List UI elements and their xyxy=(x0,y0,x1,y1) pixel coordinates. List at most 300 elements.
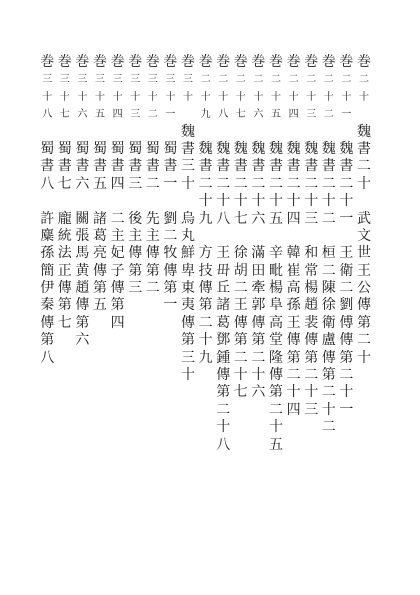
toc-char: 三 xyxy=(130,74,141,86)
toc-char: 五 xyxy=(93,175,107,192)
toc-char: 二 xyxy=(253,74,264,86)
toc-char: 十 xyxy=(321,193,336,210)
toc-char: 十 xyxy=(357,349,371,366)
toc-char: 四 xyxy=(286,210,301,227)
toc-gap xyxy=(214,124,232,141)
toc-char: 蜀 xyxy=(128,140,143,157)
toc-gap xyxy=(38,124,56,141)
toc-char: 丘 xyxy=(216,280,231,297)
toc-char: 張 xyxy=(75,227,90,244)
toc-char: 十 xyxy=(216,419,231,436)
toc-gap xyxy=(109,124,127,141)
toc-char: 魏 xyxy=(339,140,354,157)
toc-char: 韓 xyxy=(286,245,301,262)
toc-char: 巻 xyxy=(128,54,143,70)
toc-char: 崔 xyxy=(286,262,301,279)
toc-char: 巻 xyxy=(93,54,107,70)
toc-char: 蜀 xyxy=(145,140,160,157)
toc-gap xyxy=(56,193,74,210)
toc-char: 傳 xyxy=(216,367,231,384)
toc-char: 一 xyxy=(163,175,178,192)
toc-char: 二 xyxy=(339,367,354,384)
toc-char: 第 xyxy=(40,332,55,349)
toc-char: 鍾 xyxy=(216,349,231,366)
toc-char: 傳 xyxy=(163,262,178,279)
toc-char: 蜀 xyxy=(40,140,55,157)
toc-gap xyxy=(197,124,215,141)
toc-char: 書 xyxy=(321,158,336,175)
toc-char: 夷 xyxy=(181,297,195,314)
toc-char: 巻 xyxy=(269,54,283,70)
toc-char: 八 xyxy=(216,210,231,227)
toc-char: 十 xyxy=(323,91,334,103)
toc-entry xyxy=(320,54,338,437)
toc-entry xyxy=(267,54,285,454)
toc-char: 二 xyxy=(216,401,231,418)
toc-char: 關 xyxy=(75,210,90,227)
toc-char: 二 xyxy=(233,349,248,366)
toc-char: 一 xyxy=(339,210,354,227)
toc-entry xyxy=(302,54,320,419)
toc-char: 書 xyxy=(110,158,125,175)
toc-gap xyxy=(355,193,373,210)
toc-char: 八 xyxy=(40,349,55,366)
toc-char: 二 xyxy=(218,74,229,86)
toc-char: 書 xyxy=(93,158,107,175)
toc-char: 技 xyxy=(198,262,213,279)
toc-char: 裴 xyxy=(304,314,319,331)
toc-char: 五 xyxy=(271,109,281,121)
toc-char: 第 xyxy=(57,297,72,314)
toc-char: 十 xyxy=(269,193,283,210)
toc-char: 十 xyxy=(198,193,213,210)
toc-char: 二 xyxy=(251,175,266,192)
toc-gap xyxy=(267,228,285,245)
toc-char: 二 xyxy=(304,367,319,384)
toc-char: 子 xyxy=(110,262,125,279)
toc-char: 盧 xyxy=(321,332,336,349)
toc-gap xyxy=(161,124,179,141)
toc-char: 二 xyxy=(198,175,213,192)
toc-char: 七 xyxy=(59,109,70,121)
toc-char: 巻 xyxy=(216,54,231,70)
toc-entry xyxy=(91,54,109,315)
toc-char: 龐 xyxy=(57,210,72,227)
toc-char: 十 xyxy=(112,91,123,103)
toc-char: 傳 xyxy=(110,280,125,297)
toc-char: 一 xyxy=(165,109,176,121)
toc-char: 書 xyxy=(233,158,248,175)
toc-char: 八 xyxy=(216,436,231,453)
toc-char: 蜀 xyxy=(75,140,90,157)
toc-char: 傳 xyxy=(286,332,301,349)
toc-char: 葛 xyxy=(93,227,107,244)
toc-char: 九 xyxy=(198,349,213,366)
toc-char: 二 xyxy=(110,210,125,227)
toc-char: 十 xyxy=(216,193,231,210)
toc-char: 二 xyxy=(251,349,266,366)
toc-char: 魏 xyxy=(251,140,266,157)
toc-char: 第 xyxy=(304,349,319,366)
toc-gap xyxy=(91,193,109,210)
toc-char: 諸 xyxy=(216,297,231,314)
toc-char: 二 xyxy=(321,175,336,192)
toc-char: 魏 xyxy=(321,140,336,157)
toc-char: 巻 xyxy=(75,54,90,70)
toc-char: 六 xyxy=(75,175,90,192)
toc-char: 七 xyxy=(57,175,72,192)
toc-char: 八 xyxy=(40,175,55,192)
toc-char: 十 xyxy=(286,384,301,401)
toc-char: 二 xyxy=(145,280,160,297)
toc-char: 劉 xyxy=(163,210,178,227)
toc-char: 二 xyxy=(323,109,334,121)
toc-char: 公 xyxy=(357,280,371,297)
toc-entry xyxy=(144,54,162,297)
toc-char: 四 xyxy=(112,109,123,121)
toc-char: 七 xyxy=(233,384,248,401)
toc-char: 烏 xyxy=(181,210,195,227)
toc-char: 十 xyxy=(183,91,193,103)
toc-char: 六 xyxy=(253,109,264,121)
toc-char: 二 xyxy=(321,419,336,436)
toc-char: 十 xyxy=(59,91,70,103)
toc-char: 十 xyxy=(339,193,354,210)
toc-char: 三 xyxy=(128,280,143,297)
toc-char: 五 xyxy=(269,436,283,453)
toc-char: 三 xyxy=(42,74,53,86)
toc-char: 第 xyxy=(198,297,213,314)
toc-char: 二 xyxy=(286,367,301,384)
toc-char: 二 xyxy=(286,175,301,192)
toc-char: 四 xyxy=(286,401,301,418)
toc-char: 十 xyxy=(233,193,248,210)
toc-char: 書 xyxy=(40,158,55,175)
toc-char: 六 xyxy=(77,109,88,121)
toc-char: 十 xyxy=(218,91,229,103)
toc-char: 麋 xyxy=(40,227,55,244)
toc-gap xyxy=(197,228,215,245)
toc-char: 一 xyxy=(163,297,178,314)
toc-char: 陳 xyxy=(321,280,336,297)
toc-gap xyxy=(73,124,91,141)
toc-gap xyxy=(249,124,267,141)
toc-char: 衛 xyxy=(321,314,336,331)
toc-char: 第 xyxy=(286,349,301,366)
toc-char: 王 xyxy=(233,297,248,314)
toc-char: 傳 xyxy=(357,297,371,314)
toc-gap xyxy=(355,106,373,123)
toc-gap xyxy=(144,193,162,210)
toc-char: 巻 xyxy=(40,54,55,70)
toc-char: 十 xyxy=(304,193,319,210)
toc-char: 徐 xyxy=(321,297,336,314)
toc-char: 巻 xyxy=(198,54,213,70)
toc-char: 十 xyxy=(269,419,283,436)
toc-char: 二 xyxy=(359,74,369,86)
toc-char: 三 xyxy=(130,109,141,121)
toc-char: 郭 xyxy=(251,297,266,314)
toc-char: 蜀 xyxy=(163,140,178,157)
toc-char: 二 xyxy=(357,158,371,175)
toc-char: 書 xyxy=(198,158,213,175)
toc-char: 傳 xyxy=(93,262,107,279)
toc-char: 方 xyxy=(198,245,213,262)
toc-char: 十 xyxy=(321,401,336,418)
toc-char: 十 xyxy=(147,91,158,103)
toc-char: 十 xyxy=(42,91,53,103)
toc-entry xyxy=(161,54,179,315)
toc-entry xyxy=(249,54,267,402)
toc-char: 十 xyxy=(95,91,105,103)
toc-char: 徐 xyxy=(233,245,248,262)
toc-char: 八 xyxy=(42,109,53,121)
toc-char: 傳 xyxy=(40,314,55,331)
toc-gap xyxy=(285,124,303,141)
toc-char: 魏 xyxy=(269,140,283,157)
toc-char: 妃 xyxy=(110,245,125,262)
toc-char: 第 xyxy=(181,332,195,349)
toc-entry xyxy=(285,54,303,419)
toc-char: 孫 xyxy=(40,245,55,262)
toc-char: 二 xyxy=(198,314,213,331)
toc-char: 後 xyxy=(128,210,143,227)
toc-char: 第 xyxy=(233,332,248,349)
toc-char: 書 xyxy=(145,158,160,175)
toc-char: 一 xyxy=(341,109,352,121)
toc-char: 鮮 xyxy=(181,245,195,262)
toc-char: 高 xyxy=(286,280,301,297)
toc-gap xyxy=(73,193,91,210)
toc-char: 王 xyxy=(339,245,354,262)
toc-char: 三 xyxy=(147,74,158,86)
toc-char: 魏 xyxy=(304,140,319,157)
toc-char: 第 xyxy=(216,384,231,401)
toc-char: 六 xyxy=(251,210,266,227)
toc-char: 書 xyxy=(269,158,283,175)
toc-char: 五 xyxy=(269,210,283,227)
toc-char: 巻 xyxy=(286,54,301,70)
toc-char: 丸 xyxy=(181,227,195,244)
toc-char: 法 xyxy=(57,245,72,262)
toc-char: 常 xyxy=(304,262,319,279)
toc-char: 書 xyxy=(339,158,354,175)
toc-char: 十 xyxy=(251,367,266,384)
toc-char: 文 xyxy=(357,227,371,244)
toc-char: 十 xyxy=(198,332,213,349)
toc-gap xyxy=(126,124,144,141)
toc-gap xyxy=(91,124,109,141)
toc-char: 二 xyxy=(163,227,178,244)
toc-gap xyxy=(126,193,144,210)
toc-char: 十 xyxy=(306,91,317,103)
toc-char: 二 xyxy=(233,280,248,297)
toc-gap xyxy=(249,228,267,245)
toc-char: 二 xyxy=(233,175,248,192)
toc-char: 牽 xyxy=(251,280,266,297)
toc-gap xyxy=(302,124,320,141)
toc-char: 傳 xyxy=(321,349,336,366)
toc-gap xyxy=(38,193,56,210)
toc-char: 簡 xyxy=(40,262,55,279)
toc-char: 傳 xyxy=(304,332,319,349)
toc-char: 武 xyxy=(357,210,371,227)
toc-char: 十 xyxy=(359,91,369,103)
toc-char: 五 xyxy=(93,297,107,314)
toc-char: 傳 xyxy=(57,280,72,297)
toc-char: 書 xyxy=(163,158,178,175)
toc-char: 傳 xyxy=(181,314,195,331)
toc-char: 第 xyxy=(357,314,371,331)
toc-char: 二 xyxy=(321,210,336,227)
toc-char: 書 xyxy=(128,158,143,175)
toc-char: 主 xyxy=(128,227,143,244)
toc-char: 王 xyxy=(357,262,371,279)
toc-char: 六 xyxy=(251,384,266,401)
toc-entry xyxy=(179,54,197,384)
toc-char: 三 xyxy=(95,74,105,86)
toc-char: 蜀 xyxy=(110,140,125,157)
toc-char: 和 xyxy=(304,245,319,262)
toc-char: 十 xyxy=(286,193,301,210)
toc-char: 馬 xyxy=(75,245,90,262)
toc-char: 二 xyxy=(357,332,371,349)
toc-char: 巻 xyxy=(57,54,72,70)
toc-char: 八 xyxy=(218,109,229,121)
toc-char: 伊 xyxy=(40,280,55,297)
toc-gap xyxy=(179,193,197,210)
toc-char: 十 xyxy=(181,175,195,192)
toc-char: 傳 xyxy=(75,297,90,314)
toc-char: 二 xyxy=(341,74,352,86)
toc-char: 第 xyxy=(145,262,160,279)
toc-char: 魏 xyxy=(357,123,371,140)
toc-entry xyxy=(73,54,91,350)
toc-char: 第 xyxy=(339,349,354,366)
toc-char: 三 xyxy=(59,74,70,86)
toc-char: 十 xyxy=(77,91,88,103)
toc-char: 十 xyxy=(233,367,248,384)
toc-char: 諸 xyxy=(93,210,107,227)
toc-char: 第 xyxy=(321,367,336,384)
toc-char: 二 xyxy=(269,175,283,192)
toc-char: 二 xyxy=(200,74,211,86)
toc-char: 十 xyxy=(251,193,266,210)
toc-char: 二 xyxy=(323,74,334,86)
toc-char: 田 xyxy=(251,262,266,279)
toc-char: 傳 xyxy=(269,367,283,384)
toc-char: 巻 xyxy=(110,54,125,70)
toc-char: 秦 xyxy=(40,297,55,314)
toc-char: 二 xyxy=(321,384,336,401)
toc-char: 二 xyxy=(304,175,319,192)
toc-char: 二 xyxy=(216,175,231,192)
toc-char: 巻 xyxy=(181,54,195,70)
toc-char: 十 xyxy=(165,91,176,103)
toc-char: 書 xyxy=(75,158,90,175)
toc-char: 巻 xyxy=(145,54,160,70)
toc-char: 魏 xyxy=(181,123,195,140)
toc-char: 辛 xyxy=(269,245,283,262)
toc-char: 第 xyxy=(269,384,283,401)
toc-char: 二 xyxy=(339,280,354,297)
toc-char: 三 xyxy=(181,158,195,175)
toc-char: 第 xyxy=(251,332,266,349)
toc-char: 巻 xyxy=(233,54,248,70)
toc-char: 九 xyxy=(200,109,211,121)
toc-char: 隆 xyxy=(269,349,283,366)
toc-char: 二 xyxy=(269,401,283,418)
toc-char: 三 xyxy=(77,74,88,86)
toc-char: 三 xyxy=(112,74,123,86)
toc-gap xyxy=(232,124,250,141)
toc-char: 高 xyxy=(269,314,283,331)
toc-char: 五 xyxy=(95,109,105,121)
toc-char: 魏 xyxy=(233,140,248,157)
toc-char: 傳 xyxy=(128,245,143,262)
toc-char: 王 xyxy=(286,314,301,331)
toc-char: 主 xyxy=(110,227,125,244)
toc-entry xyxy=(197,54,215,367)
toc-char: 巻 xyxy=(339,54,354,70)
toc-char: 七 xyxy=(57,314,72,331)
toc-char: 十 xyxy=(357,175,371,192)
toc-char: 二 xyxy=(235,74,246,86)
toc-char: 巻 xyxy=(251,54,266,70)
toc-char: 魏 xyxy=(198,140,213,157)
toc-char: 三 xyxy=(306,109,317,121)
toc-char: 十 xyxy=(235,91,246,103)
toc-char: 正 xyxy=(57,262,72,279)
toc-char: 四 xyxy=(288,109,299,121)
toc-char: 傅 xyxy=(339,314,354,331)
toc-char: 先 xyxy=(145,210,160,227)
toc-gap xyxy=(302,228,320,245)
toc-char: 書 xyxy=(286,158,301,175)
toc-char: 毗 xyxy=(269,262,283,279)
toc-char: 傳 xyxy=(198,280,213,297)
toc-char: 巻 xyxy=(321,54,336,70)
toc-gap xyxy=(161,193,179,210)
toc-char: 王 xyxy=(216,245,231,262)
toc-entry xyxy=(109,54,127,332)
toc-char: 十 xyxy=(304,384,319,401)
toc-char: 傳 xyxy=(251,314,266,331)
toc-char: 毌 xyxy=(216,262,231,279)
toc-char: 書 xyxy=(251,158,266,175)
toc-char: 十 xyxy=(339,384,354,401)
toc-char: 書 xyxy=(304,158,319,175)
toc-entry xyxy=(38,54,56,367)
toc-char: 傳 xyxy=(233,314,248,331)
toc-char: 傳 xyxy=(145,245,160,262)
toc-char: 滿 xyxy=(251,245,266,262)
toc-char: 楊 xyxy=(304,280,319,297)
toc-entry xyxy=(214,54,232,454)
toc-char: 十 xyxy=(253,91,264,103)
toc-char: 黄 xyxy=(75,262,90,279)
toc-char: 二 xyxy=(271,74,281,86)
toc-char: 衛 xyxy=(339,262,354,279)
toc-char: 第 xyxy=(75,314,90,331)
toc-gap xyxy=(109,193,127,210)
toc-gap xyxy=(214,228,232,245)
toc-char: 三 xyxy=(183,74,193,86)
toc-char: 書 xyxy=(357,140,371,157)
toc-gap xyxy=(232,228,250,245)
toc-char: 四 xyxy=(110,314,125,331)
toc-char: 楊 xyxy=(269,280,283,297)
